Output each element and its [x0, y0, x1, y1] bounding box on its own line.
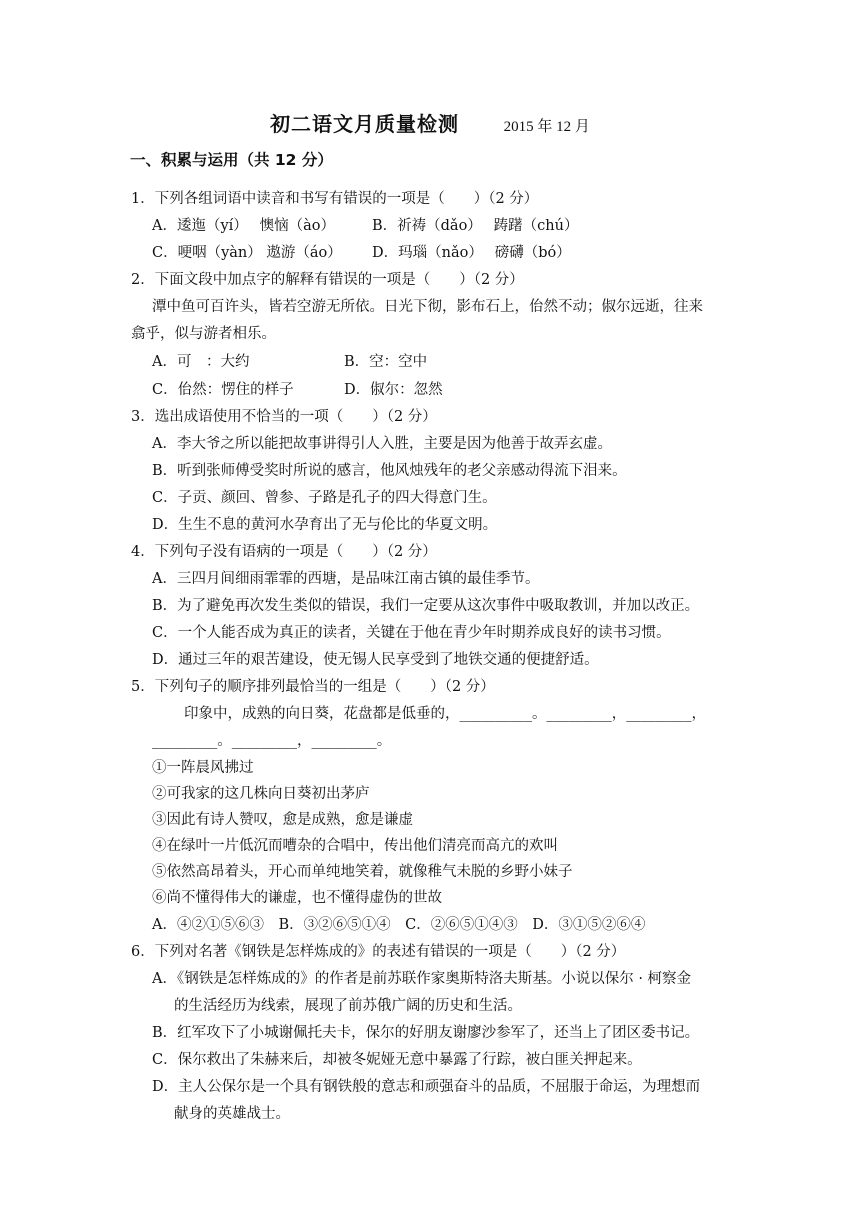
question-2-stem: 2．下面文段中加点字的解释有错误的一项是（ ）（2 分）: [131, 272, 524, 288]
question-3-option-c: C．子贡、颜回、曾参、子路是孔子的四大得意门生。: [152, 490, 497, 506]
question-6-option-a-line-1: A．《钢铁是怎样炼成的》的作者是前苏联作家奥斯特洛夫斯基。小说以保尔 · 柯察金: [152, 971, 692, 987]
question-3-option-a: A．李大爷之所以能把故事讲得引人入胜，主要是因为他善于故弄玄虚。: [152, 436, 612, 452]
question-5-sentence-1: ①一阵晨风拂过: [152, 760, 254, 776]
question-6-option-d-line-1: D．主人公保尔是一个具有钢铁般的意志和顽强奋斗的品质，不屈服于命运，为理想而: [152, 1079, 701, 1095]
exam-date: 2015 年 12 月: [503, 119, 590, 135]
section-heading: 一、积累与运用（共 12 分）: [130, 151, 333, 169]
question-1-option-b: B．祈祷（dǎo） 踌躇（chú）: [372, 218, 579, 234]
question-5-stem: 5．下列句子的顺序排列最恰当的一组是（ ）（2 分）: [131, 679, 495, 695]
question-5-sentence-5: ⑤依然高昂着头，开心而单纯地笑着，就像稚气未脱的乡野小妹子: [152, 864, 573, 880]
question-3-stem: 3．选出成语使用不恰当的一项（ ）（2 分）: [131, 409, 437, 425]
question-5-sentence-4: ④在绿叶一片低沉而嘈杂的合唱中，传出他们清亮而高亢的欢叫: [152, 838, 558, 854]
question-5-sentence-6: ⑥尚不懂得伟大的谦虚，也不懂得虚伪的世故: [152, 890, 442, 906]
question-1-option-c: C．哽咽（yàn） 遨游（áo）: [152, 245, 342, 261]
question-3-option-b: B．听到张师傅受奖时所说的感言，他风烛残年的老父亲感动得流下泪来。: [152, 463, 627, 479]
question-1-option-d: D．玛瑙（nǎo） 磅礴（bó）: [372, 245, 571, 261]
question-2-option-d: D．俶尔：忽然: [344, 382, 443, 398]
question-6-stem: 6．下列对名著《钢铁是怎样炼成的》的表述有错误的一项是（ ）（2 分）: [131, 944, 626, 960]
question-5-passage-line-1: 印象中，成熟的向日葵，花盘都是低垂的，__________。_________，_________，: [184, 706, 706, 722]
question-2-option-b: B．空：空中: [344, 354, 428, 370]
question-4-stem: 4．下列句子没有语病的一项是（ ）（2 分）: [131, 544, 437, 560]
question-3-option-d: D．生生不息的黄河水孕育出了无与伦比的华夏文明。: [152, 517, 498, 533]
question-6-option-d-line-2: 献身的英雄战士。: [174, 1106, 290, 1122]
question-4-option-a: A．三四月间细雨霏霏的西塘，是品味江南古镇的最佳季节。: [152, 571, 540, 587]
question-6-option-a-line-2: 的生活经历为线索，展现了前苏俄广阔的历史和生活。: [174, 998, 522, 1014]
question-2-passage-line-1: 潭中鱼可百许头，皆若空游无所依。日光下彻，影布石上，佁然不动；俶尔远逝，往来: [152, 299, 703, 315]
question-6-option-b: B．红军攻下了小城谢佩托夫卡，保尔的好朋友谢廖沙参军了，还当上了团区委书记。: [152, 1025, 700, 1041]
page-title: 初二语文月质量检测: [270, 112, 460, 136]
question-5-sentence-3: ③因此有诗人赞叹，愈是成熟，愈是谦虚: [152, 812, 413, 828]
question-4-option-c: C．一个人能否成为真正的读者，关键在于他在青少年时期养成良好的读书习惯。: [152, 625, 671, 641]
question-1-stem: 1．下列各组词语中读音和书写有错误的一项是（ ）（2 分）: [131, 191, 539, 207]
question-4-option-b: B．为了避免再次发生类似的错误，我们一定要从这次事件中吸取教训，并加以改正。: [152, 598, 700, 614]
question-2-passage-line-2: 翕乎，似与游者相乐。: [131, 326, 276, 342]
question-5-passage-line-2: _________。_________，_________。: [152, 733, 392, 749]
question-1-option-a: A．逶迤（yí） 懊恼（ào）: [152, 218, 336, 234]
question-2-option-c: C．佁然：愣住的样子: [152, 382, 294, 398]
question-4-option-d: D．通过三年的艰苦建设，使无锡人民享受到了地铁交通的便捷舒适。: [152, 652, 599, 668]
question-5-options: A．④②①⑤⑥③ B．③②⑥⑤①④ C．②⑥⑤①④③ D．③①⑤②⑥④: [152, 917, 646, 933]
question-6-option-c: C．保尔救出了朱赫来后，却被冬妮娅无意中暴露了行踪，被白匪关押起来。: [152, 1052, 642, 1068]
page-header: [0, 108, 860, 137]
question-2-option-a: A．可 ：大约: [152, 354, 250, 370]
question-5-sentence-2: ②可我家的这几株向日葵初出茅庐: [152, 786, 370, 802]
